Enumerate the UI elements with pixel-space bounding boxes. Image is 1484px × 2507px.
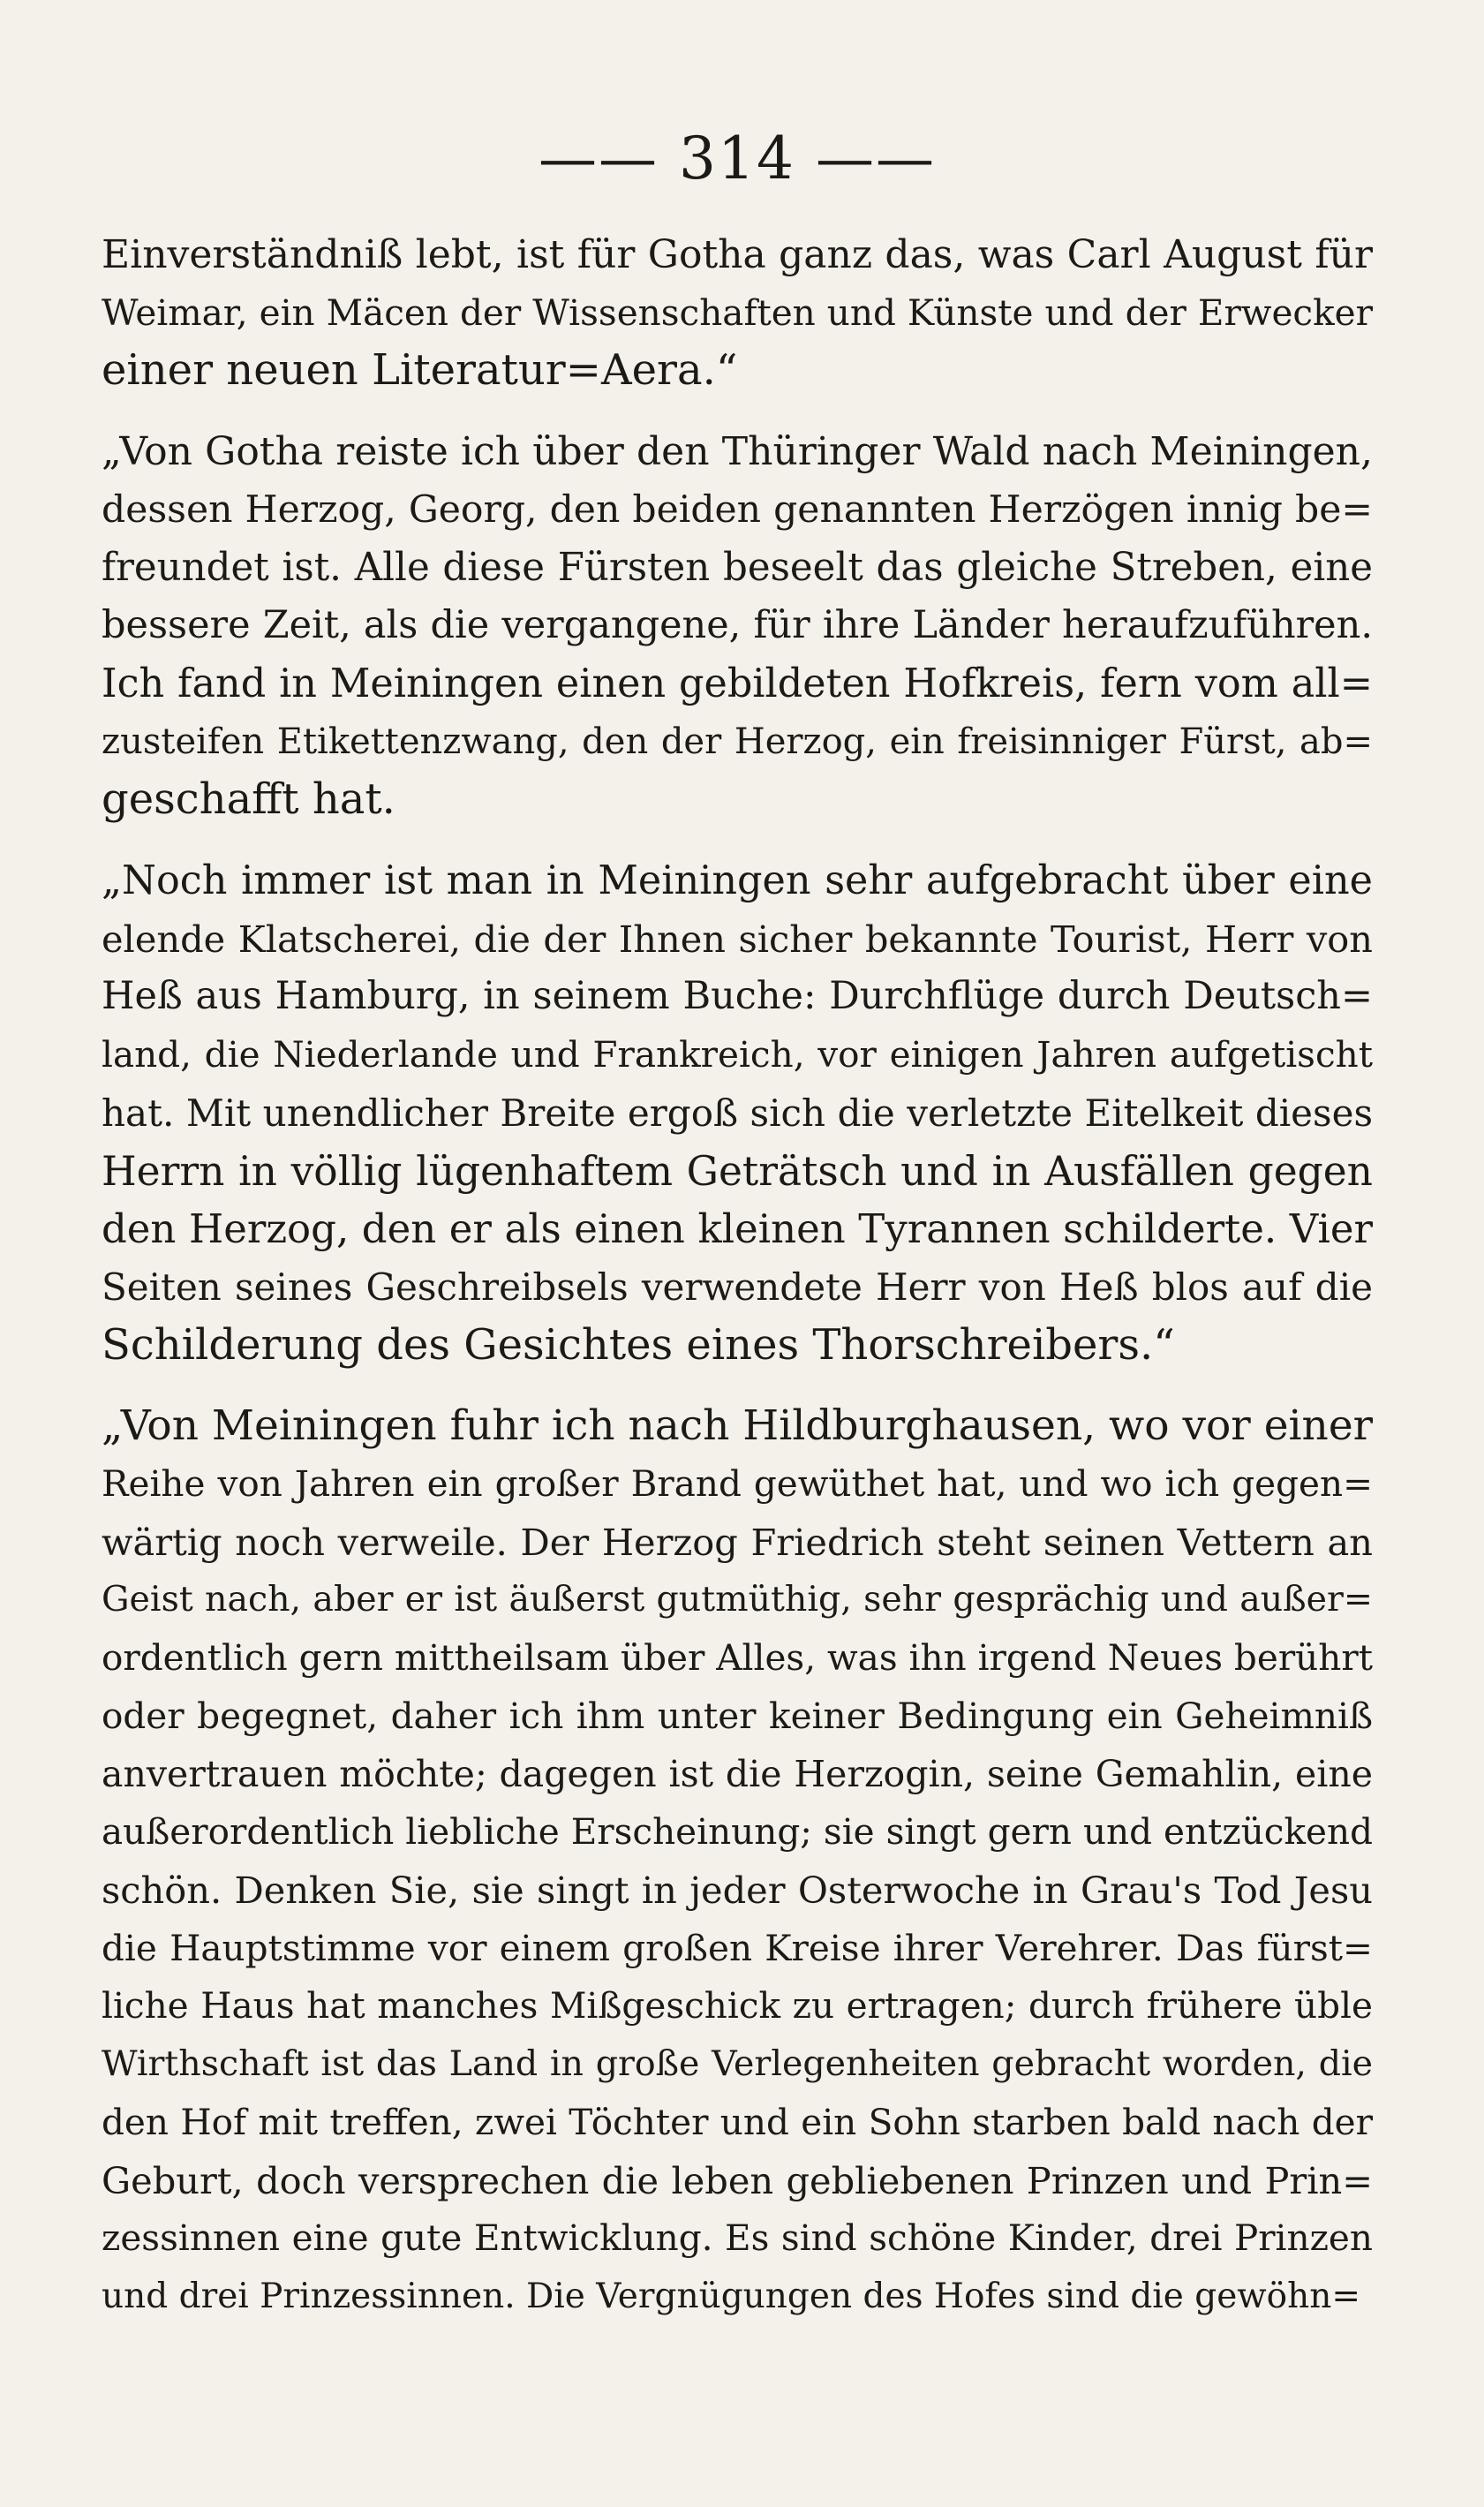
text-line: Weimar, ein Mäcen der Wissenschaften und Künste und der Erwecker: [102, 291, 1373, 334]
text-line: schön. Denken Sie, sie singt in jeder Osterwoche in Grau's Tod Jesu: [102, 1868, 1373, 1912]
text-line: „Von Gotha reiste ich über den Thüringer Wald nach Meiningen,: [102, 429, 1373, 475]
text-line: die Hauptstimme vor einem großen Kreise ihrer Verehrer. Das fürst=: [102, 1926, 1373, 1969]
text-line: bessere Zeit, als die vergangene, für ihre Länder heraufzuführen.: [102, 603, 1373, 648]
text-line: dessen Herzog, Georg, den beiden genannten Herzögen innig be=: [102, 487, 1373, 532]
page-body-text: [102, 226, 1373, 2326]
text-line: Einverständniß lebt, ist für Gotha ganz das, was Carl August für: [102, 232, 1373, 277]
text-line: den Hof mit treffen, zwei Töchter und ein Sohn starben bald nach der: [102, 2100, 1373, 2143]
text-line: Schilderung des Gesichtes eines Thorschreibers.“: [102, 1319, 1175, 1370]
paragraph: [102, 1397, 1373, 2325]
text-line: liche Haus hat manches Mißgeschick zu ertragen; durch frühere üble: [102, 1984, 1373, 2027]
text-line: Seiten seines Geschreibsels verwendete Herr von Heß blos auf die: [102, 1265, 1373, 1309]
text-line: Geburt, doch versprechen die leben gebliebenen Prinzen und Prin=: [102, 2158, 1373, 2202]
text-line: oder begegnet, daher ich ihm unter keiner Bedingung ein Geheimniß: [102, 1694, 1373, 1737]
text-line: freundet ist. Alle diese Fürsten beseelt das gleiche Streben, eine: [102, 545, 1373, 590]
text-line: „Von Meiningen fuhr ich nach Hildburghausen, wo vor einer: [102, 1401, 1373, 1451]
text-line: „Noch immer ist man in Meiningen sehr aufgebracht über eine: [102, 858, 1373, 904]
text-line: Heß aus Hamburg, in seinem Buche: Durchflüge durch Deutsch=: [102, 974, 1373, 1019]
page-number: —— 314 ——: [539, 125, 936, 193]
text-line: wärtig noch verweile. Der Herzog Friedrich steht seinen Vettern an: [102, 1520, 1373, 1564]
paragraph: [102, 423, 1373, 829]
text-line: geschafft hat.: [102, 774, 395, 825]
text-line: ordentlich gern mittheilsam über Alles, was ihn irgend Neues berührt: [102, 1636, 1373, 1680]
text-line: Wirthschaft ist das Land in große Verlegenheiten gebracht worden, die: [102, 2043, 1373, 2085]
paragraph: [102, 852, 1373, 1374]
text-line: land, die Niederlande und Frankreich, vor einigen Jahren aufgetischt: [102, 1033, 1373, 1076]
paragraph: [102, 226, 1373, 400]
text-line: einer neuen Literatur=Aera.“: [102, 345, 738, 396]
text-line: Geist nach, aber er ist äußerst gutmüthig, sehr gesprächig und außer=: [102, 1579, 1373, 1620]
text-line: den Herzog, den er als einen kleinen Tyrannen schilderte. Vier: [102, 1205, 1373, 1253]
text-line: zessinnen eine gute Entwicklung. Es sind schöne Kinder, drei Prinzen: [102, 2216, 1373, 2260]
text-line: anvertrauen möchte; dagegen ist die Herzogin, seine Gemahlin, eine: [102, 1752, 1373, 1795]
text-line: hat. Mit unendlicher Breite ergoß sich die verletzte Eitelkeit dieses: [102, 1091, 1373, 1135]
text-line: elende Klatscherei, die der Ihnen sicher bekannte Tourist, Herr von: [102, 917, 1373, 961]
text-line: Herrn in völlig lügenhaftem Geträtsch und in Ausfällen gegen: [102, 1147, 1373, 1195]
text-line: Ich fand in Meiningen einen gebildeten Hofkreis, fern vom all=: [102, 661, 1373, 706]
text-line: außerordentlich liebliche Erscheinung; sie singt gern und entzückend: [102, 1810, 1373, 1854]
book-page: [102, 124, 1373, 2326]
text-line: und drei Prinzessinnen. Die Vergnügungen des Hofes sind die gewöhn=: [102, 2276, 1361, 2316]
text-line: zusteifen Etikettenzwang, den der Herzog, ein freisinniger Fürst, ab=: [102, 721, 1373, 762]
text-line: Reihe von Jahren ein großer Brand gewüthet hat, und wo ich gegen=: [102, 1462, 1373, 1506]
